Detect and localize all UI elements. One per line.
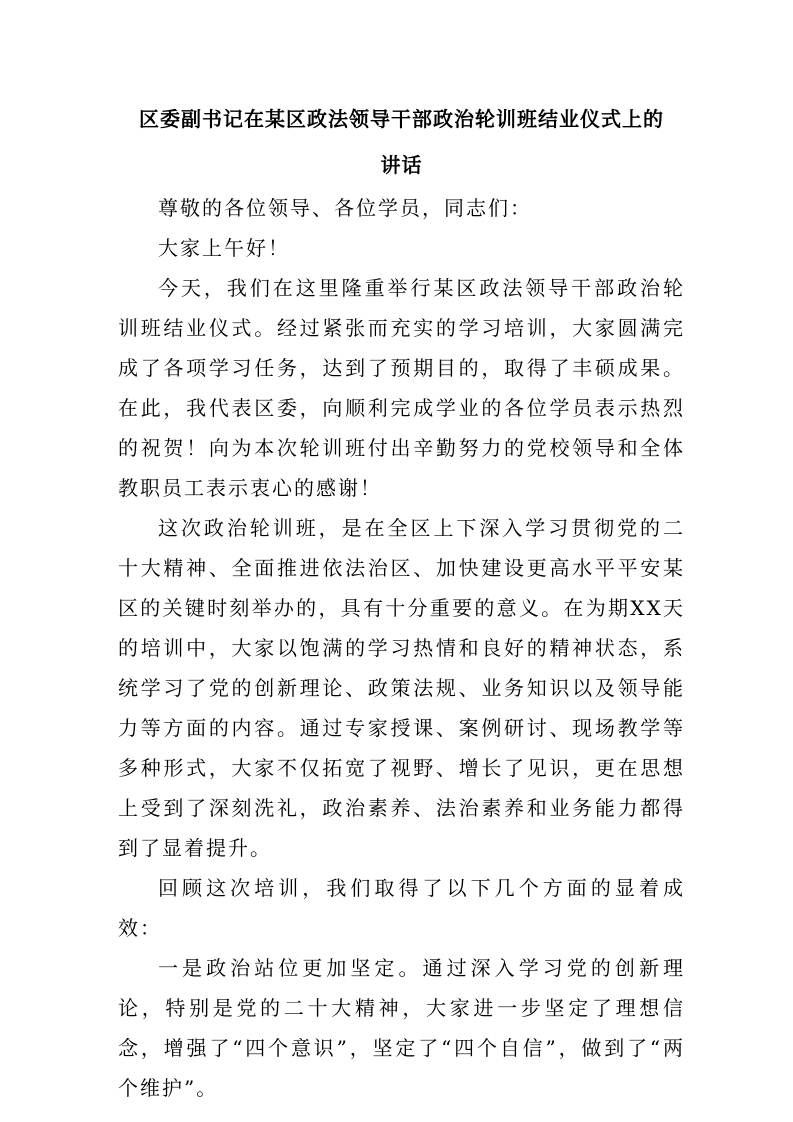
body-paragraph: 这次政治轮训班，是在全区上下深入学习贯彻党的二十大精神、全面推进依法治区、加快建设更高水平平安某区的关键时刻举办的，具有十分重要的意义。在为期XX天的培训中，大家以饱满的学习热情和良好的精神状态，系统学习了党的创新理论、政策法规、业务知识以及领导能力等方面的内容。通过专家授课、案例研讨、现场教学等多种形式，大家不仅拓宽了视野、增长了见识，更在思想上受到了深刻洗礼，政治素养、法治素养和业务能力都得到了显着提升。 [118,516,685,860]
body-paragraph: 今天，我们在这里隆重举行某区政法领导干部政治轮训班结业仪式。经过紧张而充实的学习培训，大家圆满完成了各项学习任务，达到了预期目的，取得了丰硕成果。在此，我代表区委，向顺利完成学业的各位学员表示热烈的祝贺！向为本次轮训班付出辛勤努力的党校领导和全体教职员工表示衷心的感谢！ [118,276,685,500]
body-paragraph: 回顾这次培训，我们取得了以下几个方面的显着成效： [118,876,685,940]
document-body [118,188,685,1108]
greeting-paragraph: 大家上午好！ [158,236,290,260]
document-title [118,96,685,188]
title-line-2: 讲话 [380,153,423,177]
body-paragraph: 一是政治站位更加坚定。通过深入学习党的创新理论，特别是党的二十大精神，大家进一步坚定了理想信念，增强了“四个意识”，坚定了“四个自信”，做到了“两个维护”。 [118,956,685,1100]
salutation-paragraph: 尊敬的各位领导、各位学员，同志们： [158,196,532,220]
title-line-1: 区委副书记在某区政法领导干部政治轮训班结业仪式上的 [139,107,664,131]
